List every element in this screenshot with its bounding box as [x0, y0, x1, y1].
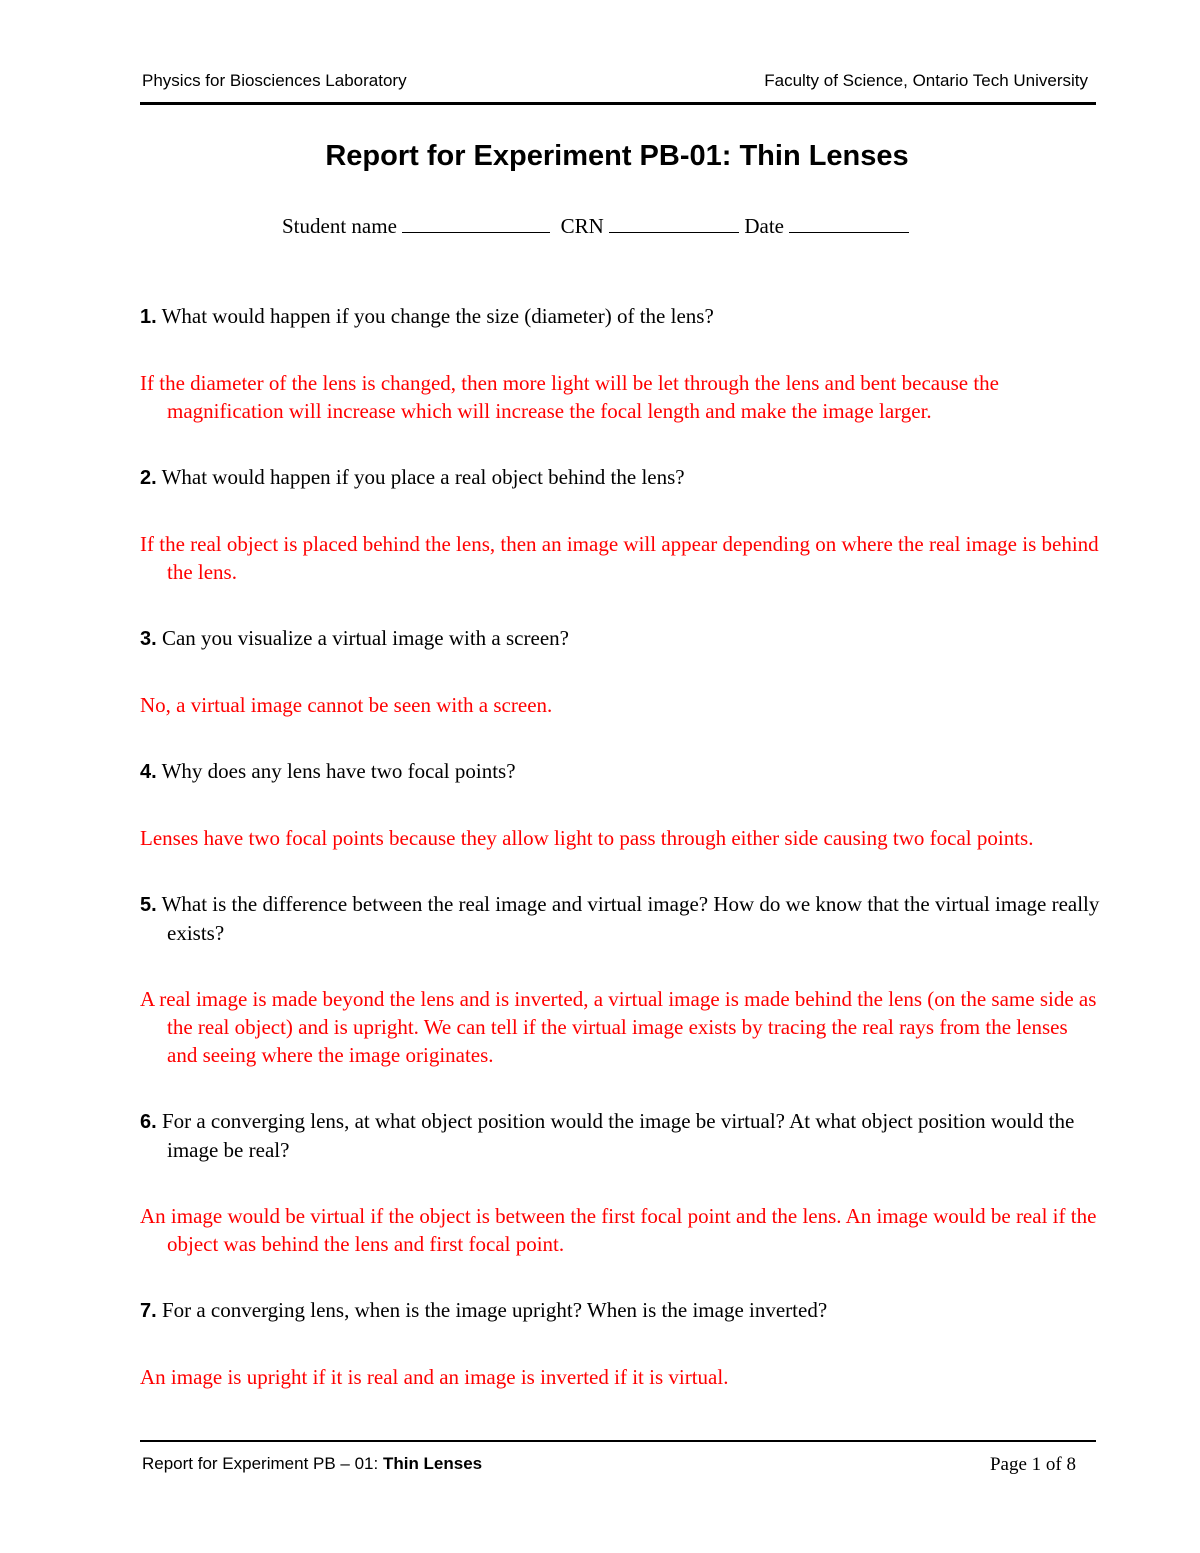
question-number: 5.	[140, 894, 157, 916]
page-header	[140, 68, 1096, 105]
question-number: 6.	[140, 1111, 157, 1133]
crn-field[interactable]	[609, 214, 739, 233]
question-text: What would happen if you change the size (diameter) of the lens?	[161, 304, 714, 328]
question-text: Why does any lens have two focal points?	[161, 759, 516, 783]
student-info-fields	[282, 214, 909, 239]
footer-report-title-bold: Thin Lenses	[382, 1454, 483, 1473]
answer-7: An image is upright if it is real and an image is inverted if it is virtual.	[140, 1365, 729, 1389]
question-3	[140, 624, 1100, 653]
question-1	[140, 302, 1100, 331]
report-title: Report for Experiment PB-01: Thin Lenses	[325, 140, 909, 172]
question-text: Can you visualize a virtual image with a screen?	[161, 626, 569, 650]
page-footer	[140, 1440, 1096, 1475]
header-faculty: Faculty of Science, Ontario Tech University	[764, 71, 1088, 90]
student-name-field[interactable]	[402, 214, 550, 233]
question-5	[140, 890, 1100, 947]
answer-5: A real image is made beyond the lens and is inverted, a virtual image is made behind the lens (on the same side as the real object) and is upright. We can tell if the virtual image exists by tracing the real rays from the lenses and seeing where the image originates.	[140, 987, 1097, 1067]
question-number: 7.	[140, 1300, 157, 1322]
student-name-label: Student name	[282, 214, 397, 238]
date-field[interactable]	[789, 214, 909, 233]
answer-3: No, a virtual image cannot be seen with a screen.	[140, 693, 553, 717]
question-text: For a converging lens, when is the image upright? When is the image inverted?	[161, 1298, 828, 1322]
question-text: What is the difference between the real image and virtual image? How do we know that the virtual image really exists?	[161, 892, 1100, 945]
question-text: What would happen if you place a real object behind the lens?	[161, 465, 685, 489]
crn-label: CRN	[560, 214, 604, 238]
answer-2: If the real object is placed behind the lens, then an image will appear depending on where the real image is behind the lens.	[140, 532, 1099, 584]
footer-report-title: Report for Experiment PB – 01: Thin Lenses	[142, 1454, 483, 1473]
answer-6: An image would be virtual if the object is between the first focal point and the lens. An image would be real if the object was behind the lens and first focal point.	[140, 1204, 1097, 1256]
question-number: 1.	[140, 306, 157, 328]
question-4	[140, 757, 1100, 786]
answer-4: Lenses have two focal points because they allow light to pass through either side causing two focal points.	[140, 826, 1034, 850]
question-6	[140, 1107, 1100, 1164]
question-number: 4.	[140, 761, 157, 783]
page-number: Page 1 of 8	[989, 1454, 1076, 1475]
header-course: Physics for Biosciences Laboratory	[142, 71, 407, 90]
answer-1: If the diameter of the lens is changed, then more light will be let through the lens and bent because the magnification will increase which will increase the focal length and make the image larger.	[140, 371, 999, 423]
date-label: Date	[744, 214, 784, 238]
questions-list	[140, 302, 1100, 1391]
question-7	[140, 1296, 1100, 1325]
question-number: 3.	[140, 628, 157, 650]
question-2	[140, 463, 1100, 492]
question-number: 2.	[140, 467, 157, 489]
question-text: For a converging lens, at what object position would the image be virtual? At what object position would the image be real?	[161, 1109, 1075, 1162]
